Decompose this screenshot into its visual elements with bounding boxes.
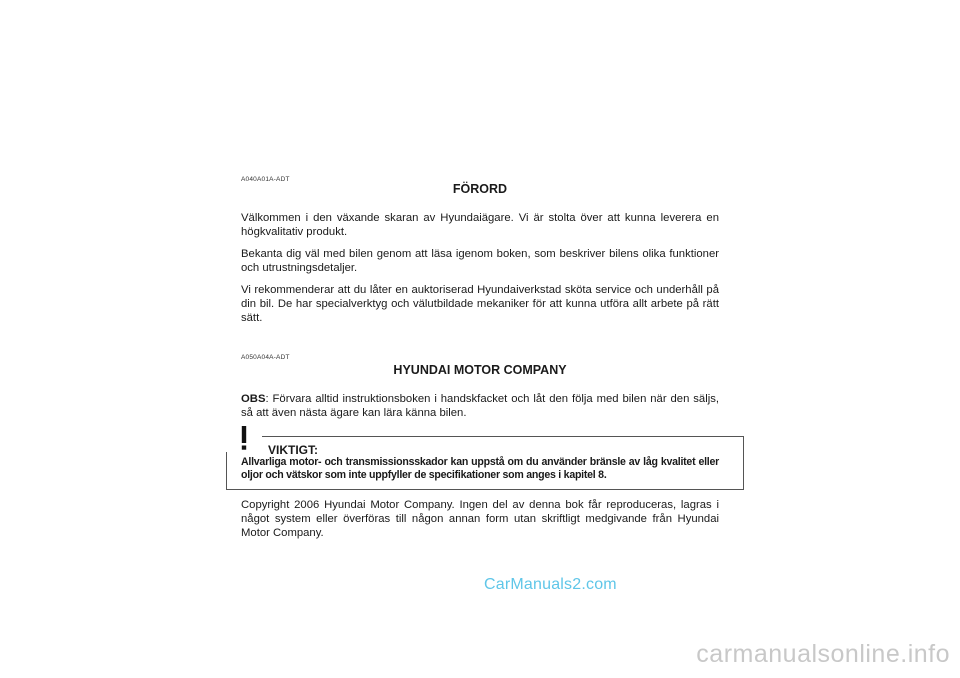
warning-triangle-icon (226, 420, 262, 452)
intro-paragraph-2: Bekanta dig väl med bilen genom att läsa igenom boken, som beskriver bilens olika funktioner och utrustningsdetaljer. (241, 248, 719, 275)
company-heading: HYUNDAI MOTOR COMPANY (393, 363, 567, 377)
obs-paragraph (241, 392, 719, 420)
section-code-forord: A040A01A-ADT (241, 176, 290, 183)
copyright-paragraph: Copyright 2006 Hyundai Motor Company. Ingen del av denna bok får reproduceras, lagras i något system eller överföras till någon annan form utan skriftligt medgivande från Hyundai Motor Company. (241, 499, 719, 540)
intro-paragraph-3: Vi rekommenderar att du låter en auktoriserad Hyundaiverkstad sköta service och underhåll på din bil. De har specialverktyg och välutbildade mekaniker för att kunna utföra allt arbete på rätt sätt. (241, 284, 719, 325)
section-code-company: A050A04A-ADT (241, 354, 290, 361)
obs-text: : Förvara alltid instruktionsboken i handskfacket och låt den följa med bilen när den säljs, så att även nästa ägare kan lära känna bilen. (241, 393, 719, 420)
warning-text: Allvarliga motor- och transmissionsskador kan uppstå om du använder bränsle av låg kvalitet eller oljor och vätskor som inte uppfyller de specifikationer som anges i kapitel 8. (241, 456, 719, 481)
warning-title: VIKTIGT: (268, 443, 318, 457)
forord-heading: FÖRORD (452, 182, 508, 196)
obs-label: OBS (241, 393, 266, 405)
watermark-carmanualsonline: carmanualsonline.info (696, 640, 950, 668)
watermark-carmanuals2: CarManuals2.com (484, 576, 617, 593)
intro-paragraph-1: Välkommen i den växande skaran av Hyundaiägare. Vi är stolta över att kunna leverera en högkvalitativ produkt. (241, 212, 719, 239)
